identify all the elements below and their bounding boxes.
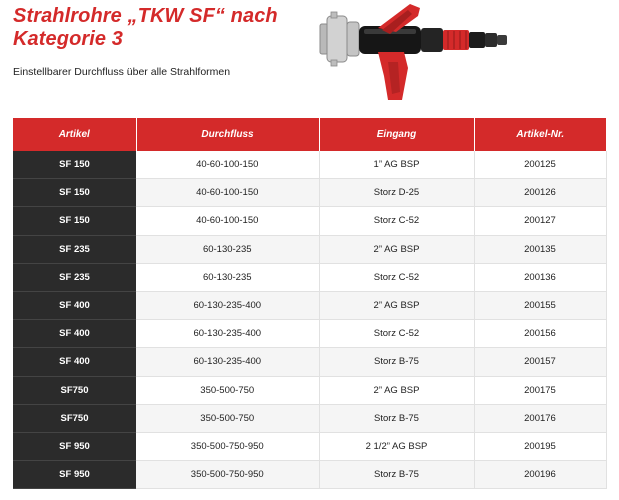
- cell-eingang: Storz C-52: [319, 263, 474, 291]
- cell-artikel-nr: 200155: [474, 291, 606, 319]
- cell-durchfluss: 60-130-235-400: [136, 291, 319, 319]
- table-row: [13, 461, 606, 489]
- cell-eingang: 2 1/2” AG BSP: [319, 432, 474, 460]
- cell-artikel: SF750: [13, 376, 136, 404]
- cell-eingang: Storz D-25: [319, 179, 474, 207]
- table-header-row: [13, 118, 606, 151]
- fire-hose-nozzle-icon: [318, 2, 533, 104]
- column-header-artikel: Artikel: [13, 118, 136, 151]
- cell-durchfluss: 350-500-750: [136, 376, 319, 404]
- cell-eingang: Storz C-52: [319, 320, 474, 348]
- cell-eingang: 2” AG BSP: [319, 291, 474, 319]
- column-header-eingang: Eingang: [319, 118, 474, 151]
- cell-eingang: Storz B-75: [319, 404, 474, 432]
- table-row: [13, 376, 606, 404]
- table-row: [13, 179, 606, 207]
- cell-eingang: 2” AG BSP: [319, 235, 474, 263]
- cell-artikel-nr: 200157: [474, 348, 606, 376]
- table-row: [13, 291, 606, 319]
- cell-artikel: SF 950: [13, 432, 136, 460]
- cell-durchfluss: 60-130-235-400: [136, 348, 319, 376]
- cell-artikel-nr: 200135: [474, 235, 606, 263]
- cell-artikel-nr: 200176: [474, 404, 606, 432]
- cell-durchfluss: 350-500-750: [136, 404, 319, 432]
- cell-durchfluss: 40-60-100-150: [136, 179, 319, 207]
- cell-eingang: 2” AG BSP: [319, 376, 474, 404]
- table-row: [13, 348, 606, 376]
- cell-artikel-nr: 200156: [474, 320, 606, 348]
- cell-durchfluss: 40-60-100-150: [136, 151, 319, 179]
- cell-artikel-nr: 200175: [474, 376, 606, 404]
- cell-eingang: Storz B-75: [319, 461, 474, 489]
- cell-artikel: SF 400: [13, 320, 136, 348]
- cell-artikel: SF 150: [13, 151, 136, 179]
- table-row: [13, 432, 606, 460]
- cell-durchfluss: 60-130-235-400: [136, 320, 319, 348]
- cell-artikel: SF 400: [13, 291, 136, 319]
- page-title: [13, 5, 278, 51]
- column-header-artikel-nr: Artikel-Nr.: [474, 118, 606, 151]
- column-header-durchfluss: Durchfluss: [136, 118, 319, 151]
- table-row: [13, 235, 606, 263]
- cell-artikel-nr: 200195: [474, 432, 606, 460]
- cell-artikel-nr: 200125: [474, 151, 606, 179]
- cell-eingang: 1” AG BSP: [319, 151, 474, 179]
- cell-artikel-nr: 200196: [474, 461, 606, 489]
- cell-durchfluss: 60-130-235: [136, 235, 319, 263]
- cell-artikel: SF 400: [13, 348, 136, 376]
- cell-artikel-nr: 200127: [474, 207, 606, 235]
- table-row: [13, 404, 606, 432]
- table-row: [13, 320, 606, 348]
- product-table: [13, 118, 607, 489]
- cell-artikel: SF 950: [13, 461, 136, 489]
- page-header: [0, 0, 619, 118]
- cell-artikel-nr: 200136: [474, 263, 606, 291]
- table-row: [13, 207, 606, 235]
- cell-eingang: Storz B-75: [319, 348, 474, 376]
- cell-eingang: Storz C-52: [319, 207, 474, 235]
- cell-durchfluss: 350-500-750-950: [136, 461, 319, 489]
- cell-durchfluss: 40-60-100-150: [136, 207, 319, 235]
- cell-durchfluss: 60-130-235: [136, 263, 319, 291]
- cell-artikel: SF 235: [13, 235, 136, 263]
- cell-artikel-nr: 200126: [474, 179, 606, 207]
- cell-artikel: SF 150: [13, 179, 136, 207]
- cell-durchfluss: 350-500-750-950: [136, 432, 319, 460]
- page-title-line-2: Kategorie 3: [13, 28, 124, 50]
- cell-artikel: SF 235: [13, 263, 136, 291]
- table-row: [13, 263, 606, 291]
- page-subtitle: Einstellbarer Durchfluss über alle Strahlformen: [13, 66, 231, 78]
- table-row: [13, 151, 606, 179]
- cell-artikel: SF750: [13, 404, 136, 432]
- page-title-line-1: Strahlrohre „TKW SF“ nach: [13, 5, 278, 27]
- cell-artikel: SF 150: [13, 207, 136, 235]
